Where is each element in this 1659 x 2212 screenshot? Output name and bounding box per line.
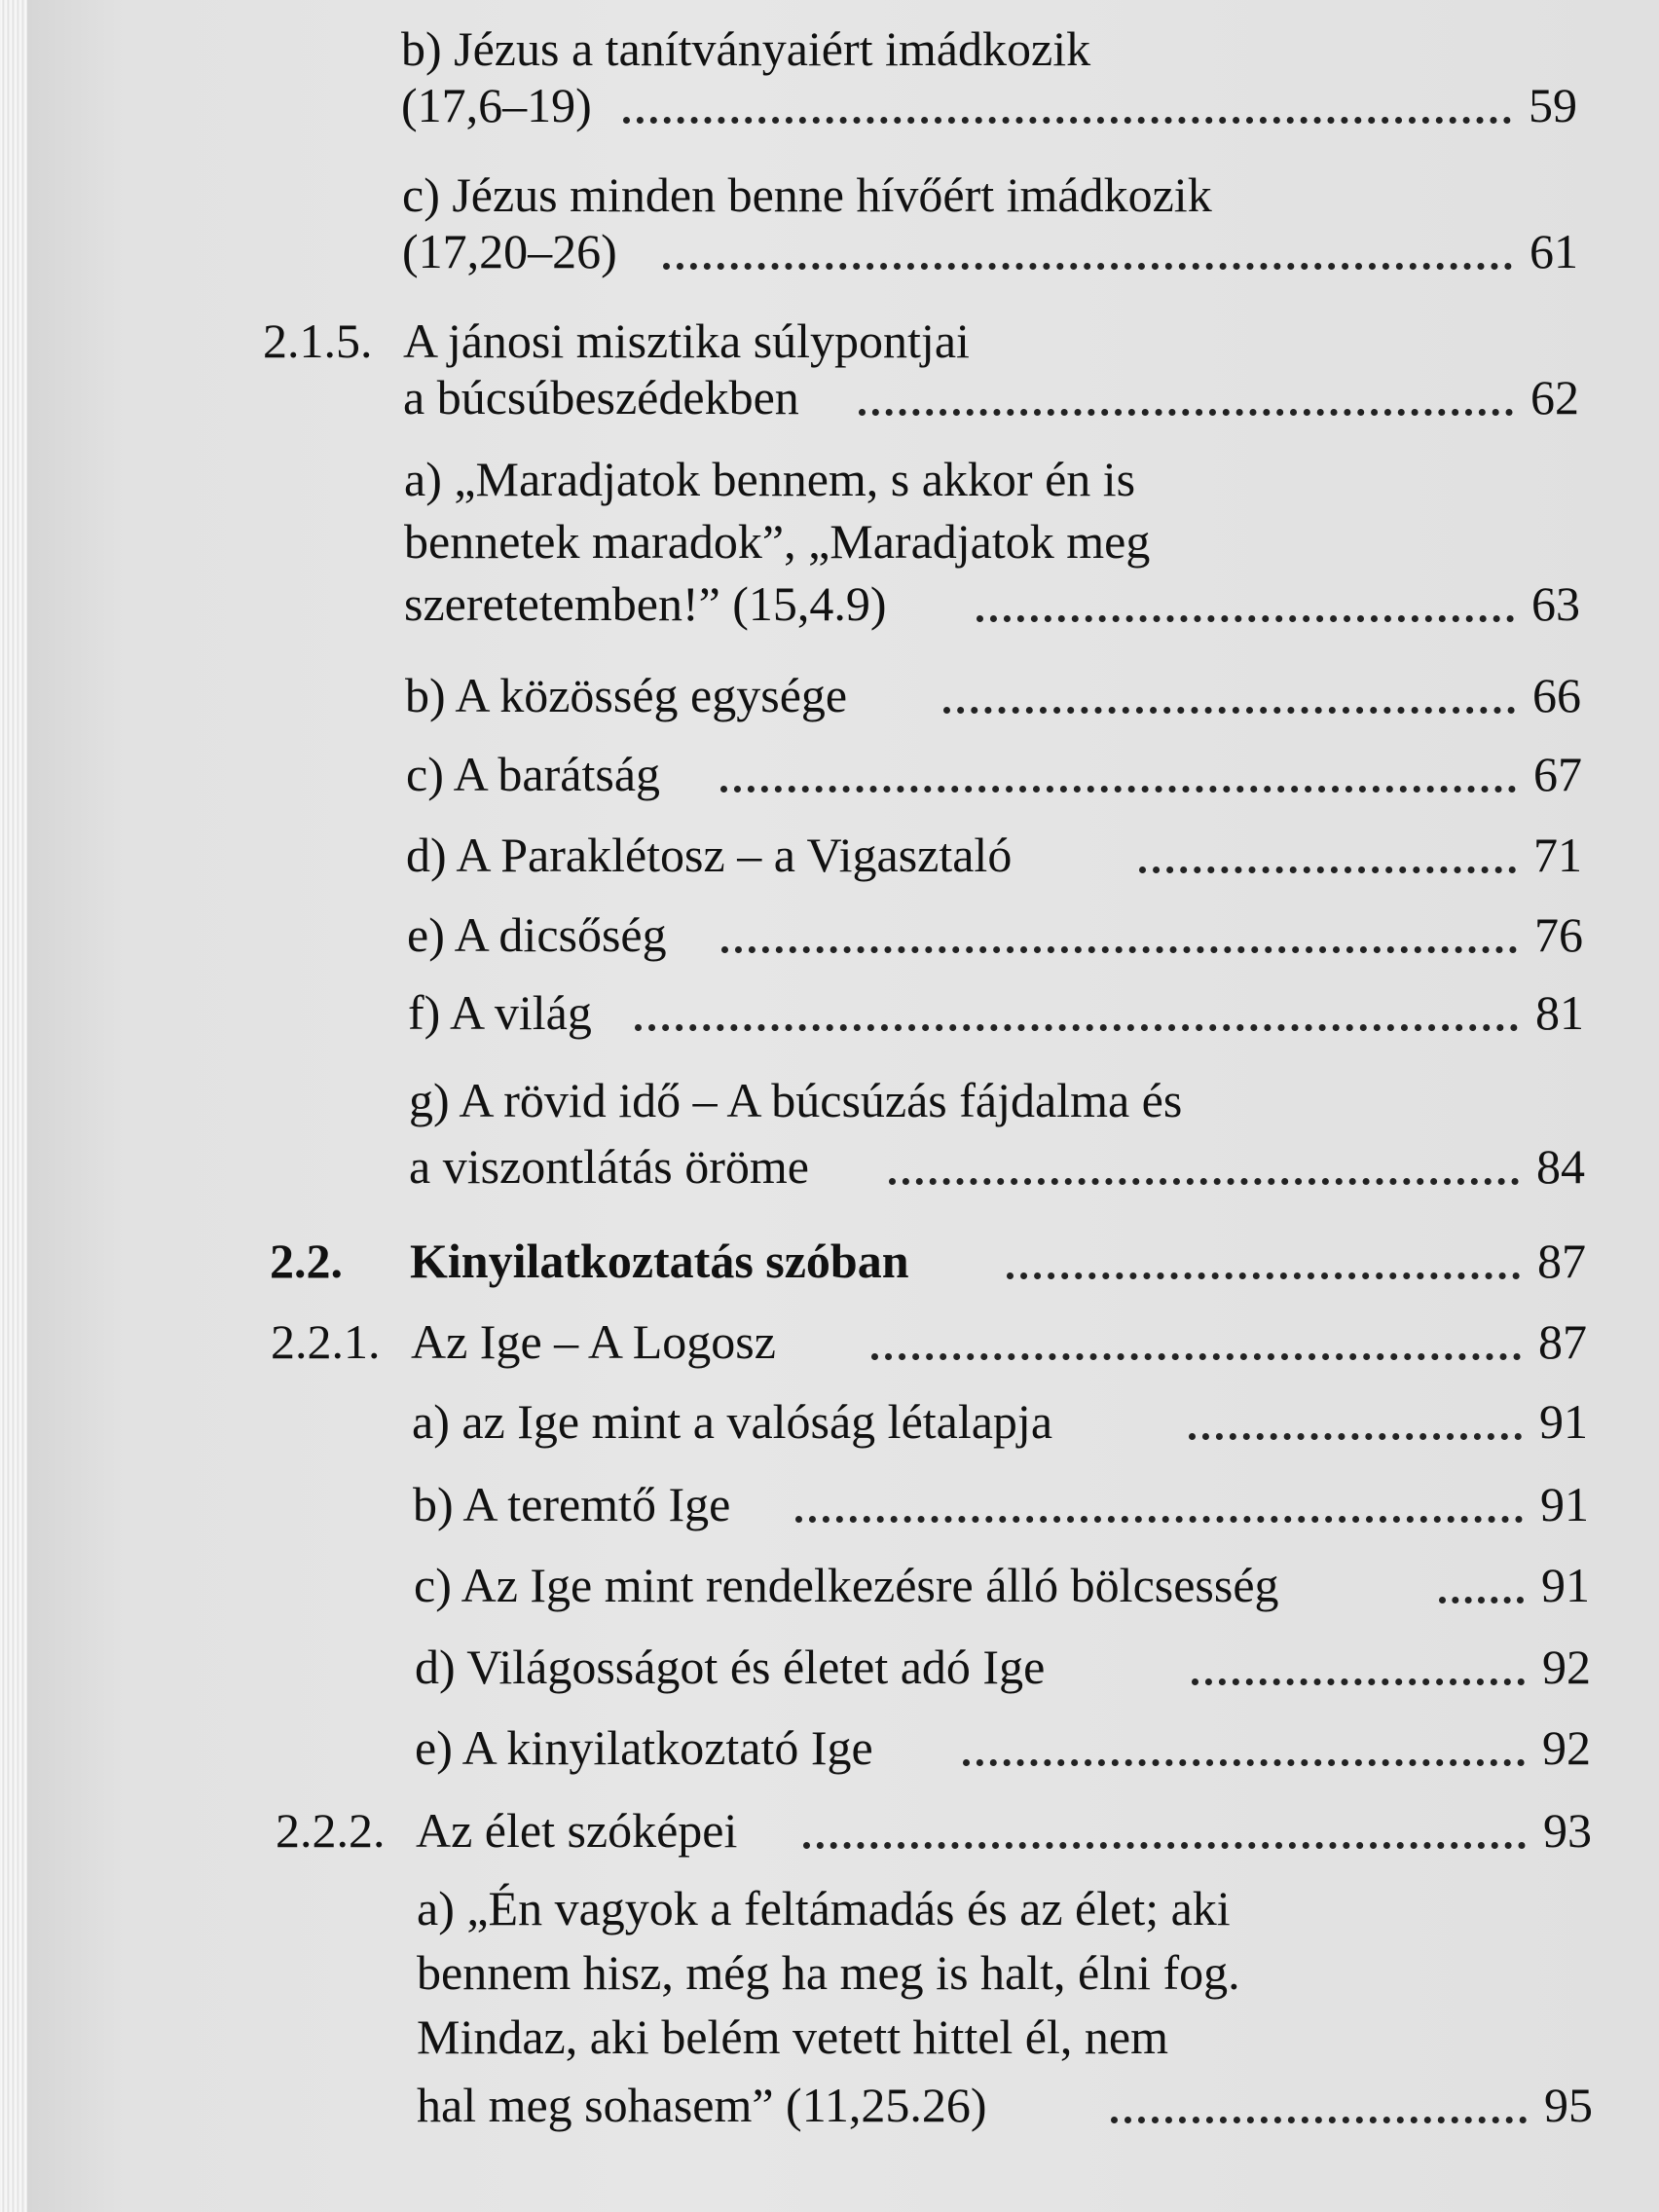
toc-entry-title-line: a) „Maradjatok bennem, s akkor én is xyxy=(404,452,1136,506)
toc-entry-title-line: b) Jézus a tanítványaiért imádkozik xyxy=(401,21,1091,76)
toc-page-number[interactable]: 84 xyxy=(1536,1139,1585,1194)
toc-entry-title-line: c) Az Ige mint rendelkezésre álló bölcsesség xyxy=(414,1558,1279,1612)
toc-page-number[interactable]: 92 xyxy=(1542,1640,1591,1694)
toc-page-number[interactable]: 61 xyxy=(1530,224,1578,278)
toc-dot-leader xyxy=(635,1024,1518,1031)
toc-entry-title-line: b) A teremtő Ige xyxy=(413,1477,731,1531)
toc-dot-leader xyxy=(1192,1678,1525,1685)
toc-entry-title-line: Az élet szóképei xyxy=(416,1803,738,1858)
toc-dot-leader xyxy=(721,946,1517,953)
toc-entry-title-line: e) A kinyilatkoztató Ige xyxy=(415,1720,873,1775)
toc-entry-title-line: a búcsúbeszédekben xyxy=(403,370,799,424)
toc-dot-leader xyxy=(1111,2117,1527,2123)
toc-dot-leader xyxy=(963,1759,1525,1766)
toc-dot-leader xyxy=(663,263,1512,270)
toc-entry-title-line: bennem hisz, még ha meg is halt, élni fog. xyxy=(417,1945,1240,2000)
toc-dot-leader xyxy=(1139,866,1516,873)
toc-dot-leader xyxy=(977,615,1514,622)
toc-entry-title-line: d) A Paraklétosz – a Vigasztaló xyxy=(406,828,1013,882)
toc-section-number: 2.1.5. xyxy=(263,313,373,368)
toc-entry-title-line: c) Jézus minden benne hívőért imádkozik xyxy=(402,167,1212,222)
toc-page-number[interactable]: 59 xyxy=(1529,78,1577,132)
toc-dot-leader xyxy=(1439,1597,1524,1604)
toc-dot-leader xyxy=(1189,1433,1522,1440)
toc-page-number[interactable]: 92 xyxy=(1542,1720,1591,1775)
toc-dot-leader xyxy=(859,409,1513,416)
toc-entry-title-line: szeretetemben!” (15,4.9) xyxy=(404,576,887,631)
toc-entry-title-line: (17,20–26) xyxy=(402,224,617,278)
toc-entry-title-line: b) A közösség egysége xyxy=(405,668,848,722)
toc-page-number[interactable]: 91 xyxy=(1540,1477,1589,1531)
toc-entry-title-line: Kinyilatkoztatás szóban xyxy=(410,1234,909,1288)
toc-section-number: 2.2.2. xyxy=(276,1803,386,1858)
toc-section-number: 2.2. xyxy=(270,1234,343,1288)
toc-dot-leader xyxy=(795,1516,1523,1523)
toc-page-number[interactable]: 67 xyxy=(1533,747,1582,801)
toc-page-number[interactable]: 91 xyxy=(1541,1558,1590,1612)
toc-page-number[interactable]: 87 xyxy=(1537,1234,1586,1288)
toc-entry-title-line: a) „Én vagyok a feltámadás és az élet; aki xyxy=(417,1881,1231,1936)
toc-dot-leader xyxy=(803,1842,1526,1849)
toc-page-number[interactable]: 91 xyxy=(1539,1394,1588,1449)
toc-dot-leader xyxy=(1007,1272,1520,1279)
toc-dot-leader xyxy=(871,1353,1521,1360)
toc-page-number[interactable]: 62 xyxy=(1530,370,1579,424)
toc-page-number[interactable]: 95 xyxy=(1544,2078,1593,2132)
toc-entry-title-line: a) az Ige mint a valóság létalapja xyxy=(412,1394,1053,1449)
toc-dot-leader xyxy=(943,707,1515,714)
toc-entry-title-line: g) A rövid idő – A búcsúzás fájdalma és xyxy=(409,1073,1183,1127)
toc-entry-title-line: d) Világosságot és életet adó Ige xyxy=(415,1640,1046,1694)
toc-entry-title-line: A jánosi misztika súlypontjai xyxy=(403,313,970,368)
toc-entry-title-line: c) A barátság xyxy=(406,747,661,801)
toc-page-number[interactable]: 87 xyxy=(1538,1314,1587,1369)
toc-dot-leader xyxy=(720,786,1516,793)
toc-entry-title-line: Mindaz, aki belém vetett hittel él, nem xyxy=(417,2009,1168,2064)
toc-page-number[interactable]: 71 xyxy=(1533,828,1582,882)
toc-entry-title-line: Az Ige – A Logosz xyxy=(411,1314,776,1369)
toc-dot-leader xyxy=(623,117,1511,124)
toc-entry-title-line: a viszontlátás öröme xyxy=(409,1139,809,1194)
toc-entry-title-line: f) A világ xyxy=(408,985,592,1040)
toc-entry-title-line: (17,6–19) xyxy=(401,78,592,132)
toc-entry-title-line: bennetek maradok”, „Maradjatok meg xyxy=(404,514,1151,569)
toc-page-number[interactable]: 63 xyxy=(1531,576,1580,631)
page-edge-stack xyxy=(0,0,27,2212)
toc-page-number[interactable]: 66 xyxy=(1532,668,1581,722)
toc-section-number: 2.2.1. xyxy=(271,1314,381,1369)
toc-page-number[interactable]: 93 xyxy=(1543,1803,1592,1858)
toc-dot-leader xyxy=(889,1178,1519,1185)
toc-entry-title-line: hal meg sohasem” (11,25.26) xyxy=(417,2078,987,2132)
toc-entry-title-line: e) A dicsőség xyxy=(407,907,667,962)
toc-page-number[interactable]: 76 xyxy=(1534,907,1583,962)
toc-page-number[interactable]: 81 xyxy=(1535,985,1584,1040)
